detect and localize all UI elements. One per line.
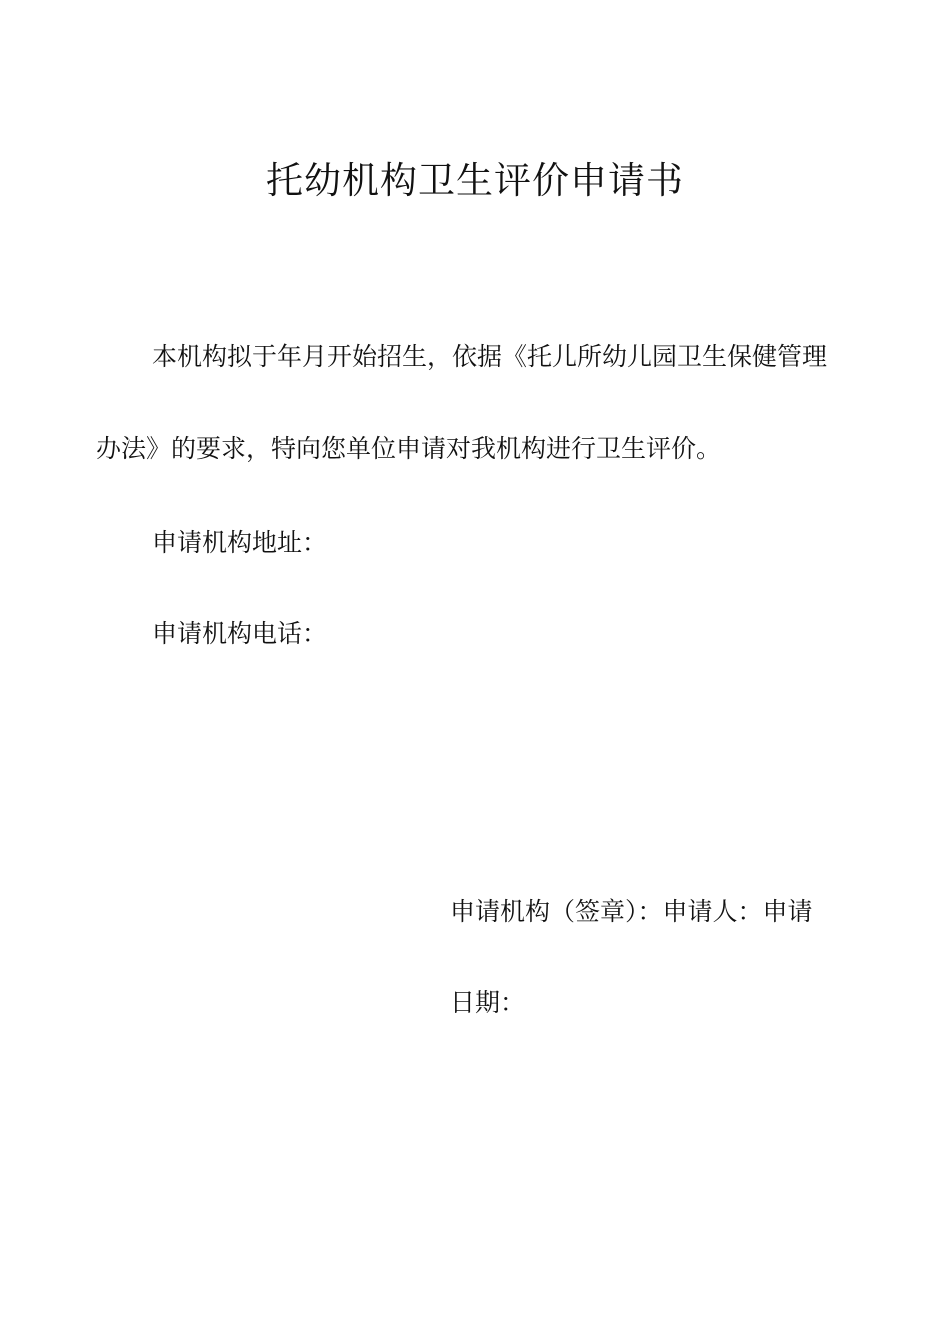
phone-label: 申请机构电话： — [152, 619, 328, 648]
body-paragraph-line-1: 本机构拟于年月开始招生，依据《托儿所幼儿园卫生保健管理 — [152, 342, 828, 371]
address-label: 申请机构地址： — [152, 528, 328, 557]
document-title: 托幼机构卫生评价申请书 — [266, 159, 684, 202]
date-label: 日期： — [450, 988, 526, 1017]
body-paragraph-line-2: 办法》的要求，特向您单位申请对我机构进行卫生评价。 — [96, 434, 722, 463]
signature-line: 申请机构（签章）：申请人：申请 — [450, 897, 813, 926]
